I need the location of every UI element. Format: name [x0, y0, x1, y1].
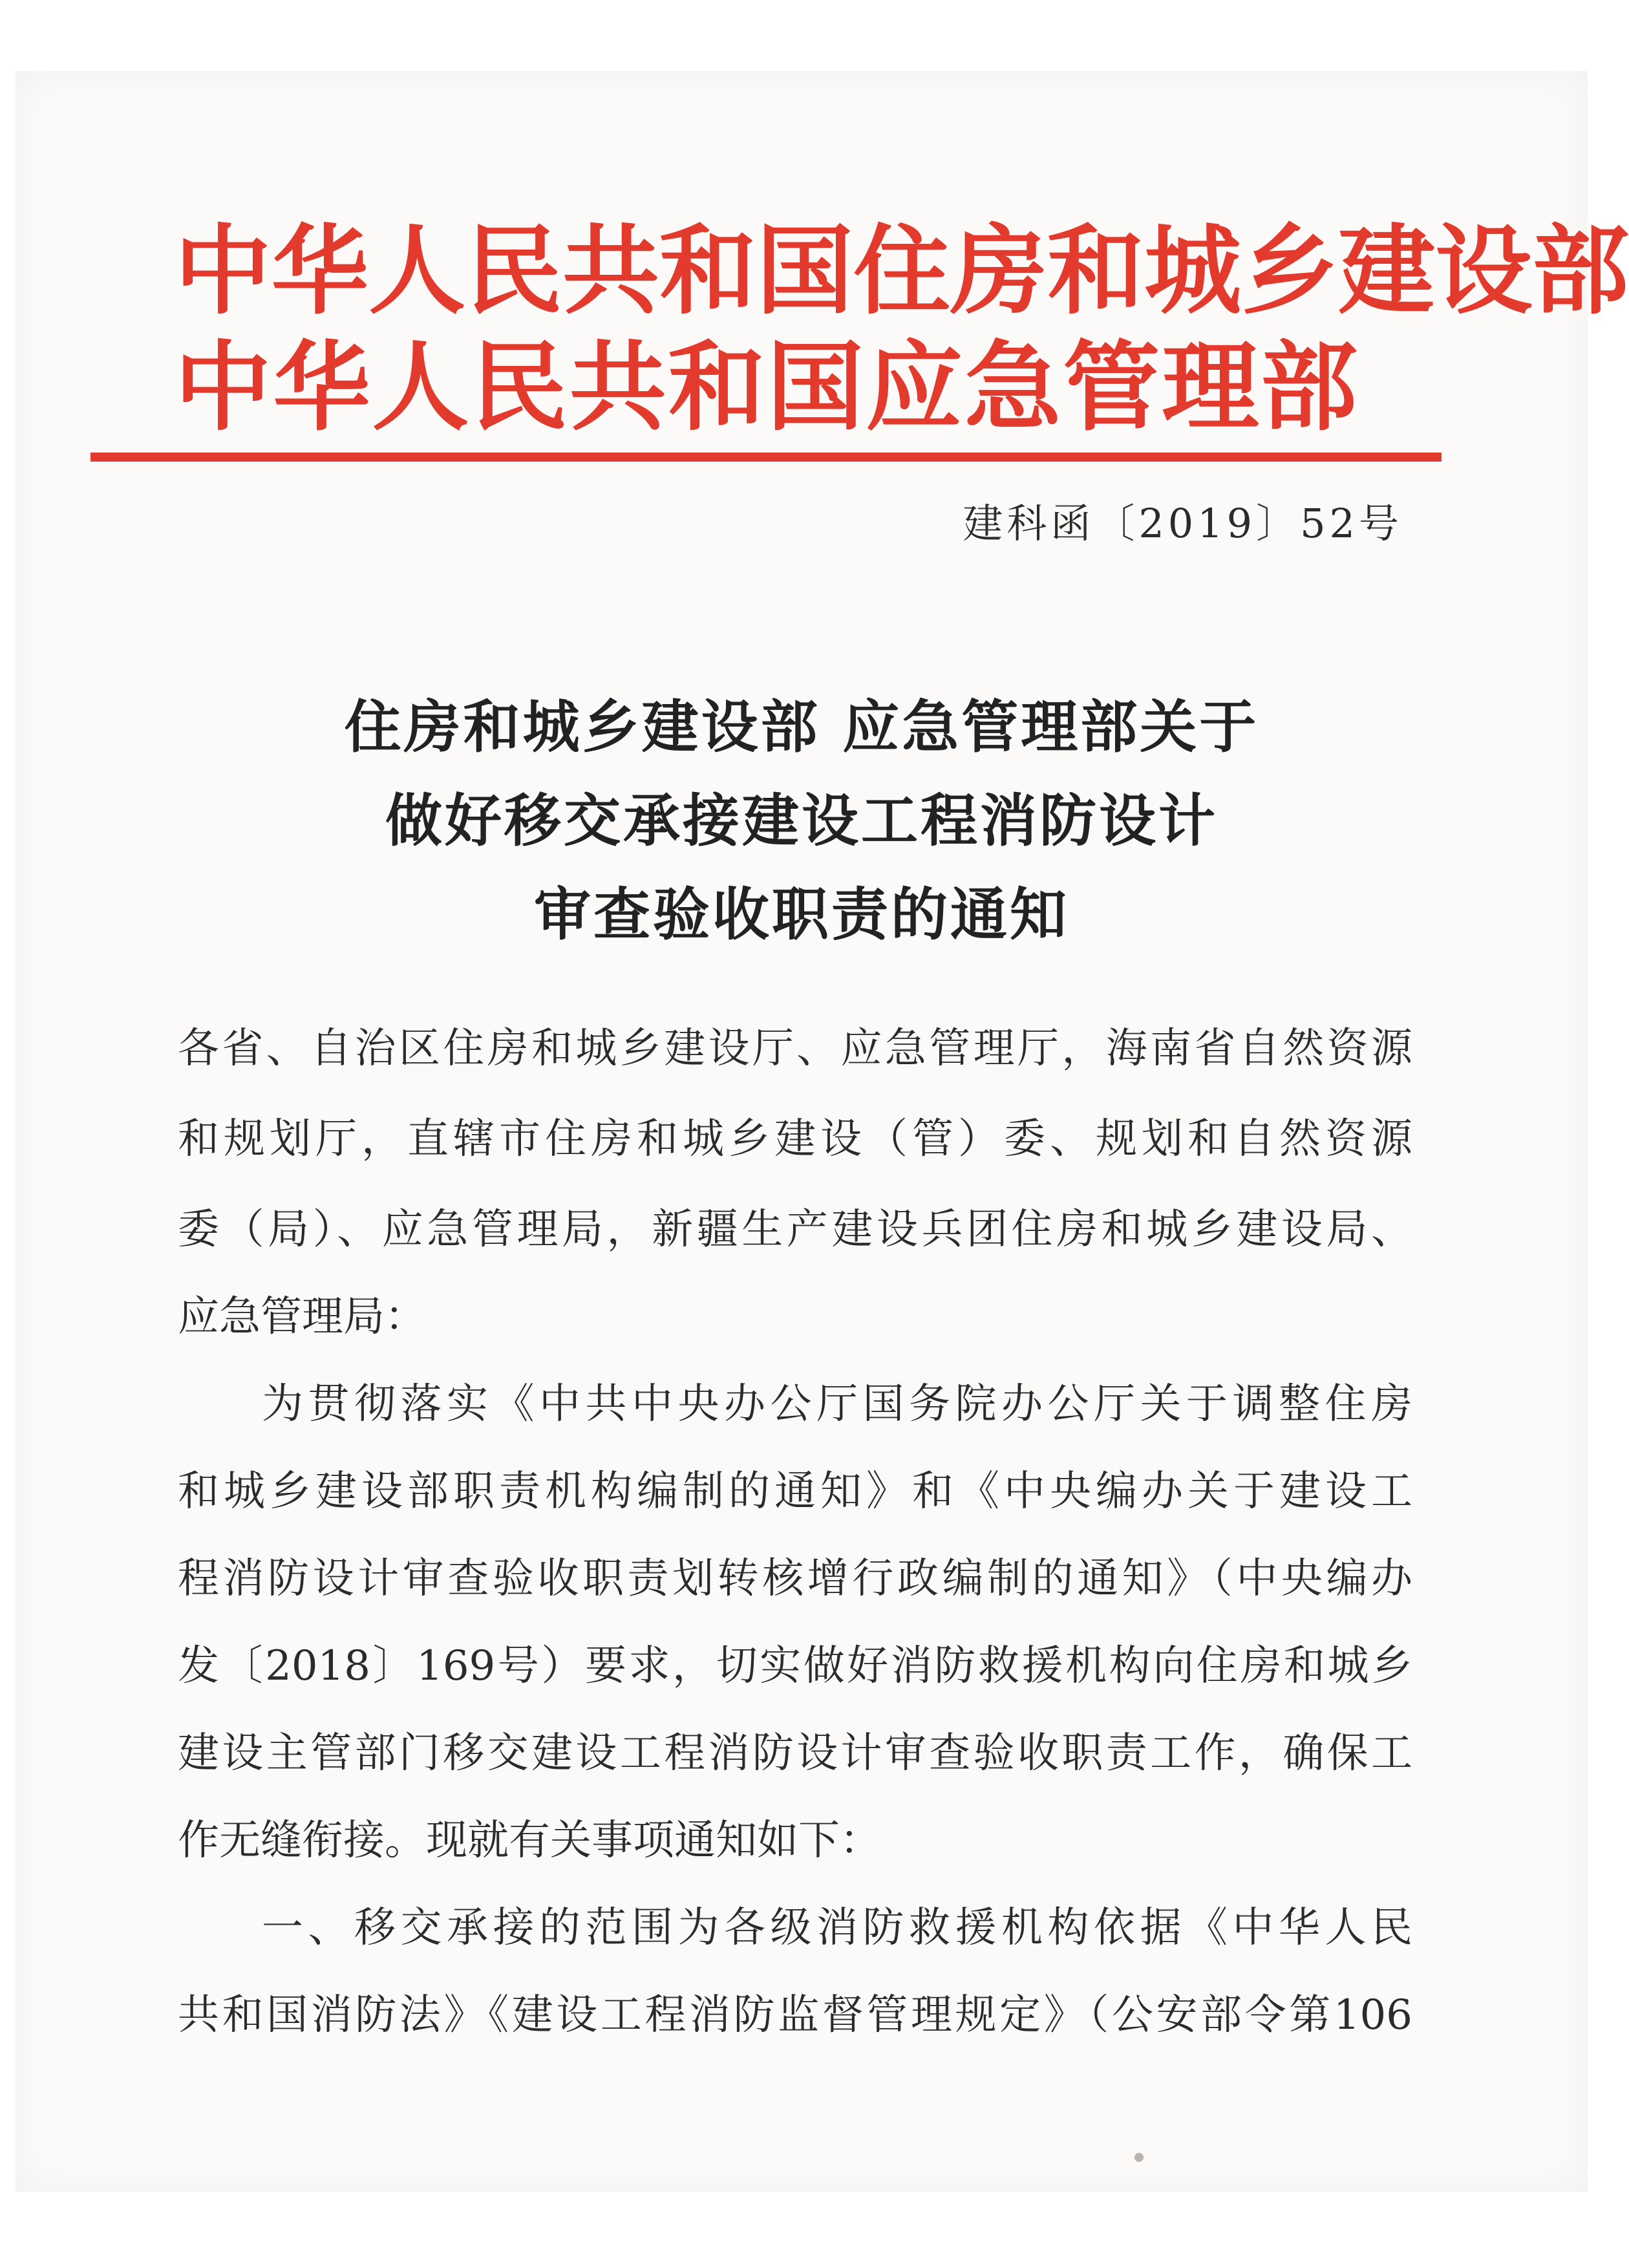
body-line: 建设主管部门移交建设工程消防设计审查验收职责工作，确保工	[178, 1729, 1412, 1777]
header-char: 人	[368, 215, 466, 328]
issuer-header-housing-ministry	[175, 215, 1629, 328]
header-char: 急	[964, 332, 1061, 444]
header-char: 理	[1162, 332, 1259, 444]
header-char: 人	[372, 332, 469, 444]
title-line-3: 审查验收职责的通知	[533, 881, 1069, 948]
header-char: 和	[1047, 215, 1145, 328]
header-char: 国	[756, 215, 854, 328]
header-char: 和	[659, 215, 757, 328]
header-char: 房	[950, 215, 1048, 328]
header-char: 华	[273, 332, 370, 444]
body-line: 为贯彻落实《中共中央办公厅国务院办公厅关于调整住房	[262, 1380, 1412, 1428]
issuer-header-emergency-ministry	[175, 332, 1358, 444]
title-line-1: 住房和城乡建设部 应急管理部关于	[344, 693, 1259, 760]
header-char: 中	[175, 215, 272, 328]
header-char: 乡	[1241, 215, 1339, 328]
body-line: 一、移交承接的范围为各级消防救援机构依据《中华人民	[262, 1904, 1412, 1952]
header-char: 国	[767, 332, 864, 444]
header-char: 华	[272, 215, 369, 328]
paper-speck	[1134, 2153, 1144, 2162]
header-char: 共	[562, 215, 660, 328]
red-divider-line	[90, 453, 1442, 462]
body-line: 发〔2018〕169号）要求，切实做好消防救援机构向住房和城乡	[178, 1642, 1412, 1690]
header-char: 设	[1435, 215, 1533, 328]
header-char: 共	[569, 332, 666, 444]
body-line: 和规划厅，直辖市住房和城乡建设（管）委、规划和自然资源	[178, 1115, 1412, 1163]
header-char: 部	[1532, 215, 1629, 328]
header-char: 民	[465, 215, 563, 328]
header-char: 中	[175, 332, 272, 444]
body-line: 委（局）、应急管理局，新疆生产建设兵团住房和城乡建设局、	[178, 1206, 1412, 1254]
body-line: 各省、自治区住房和城乡建设厅、应急管理厅，海南省自然资源	[178, 1025, 1412, 1073]
header-char: 部	[1260, 332, 1358, 444]
body-line: 共和国消防法》《建设工程消防监督管理规定》（公安部令第106	[178, 1991, 1412, 2039]
header-char: 城	[1144, 215, 1242, 328]
header-char: 建	[1338, 215, 1436, 328]
body-line: 程消防设计审查验收职责划转核增行政编制的通知》（中央编办	[178, 1555, 1412, 1603]
header-char: 民	[471, 332, 568, 444]
header-char: 和	[668, 332, 765, 444]
body-line: 和城乡建设部职责机构编制的通知》和《中央编办关于建设工	[178, 1468, 1412, 1515]
title-line-2: 做好移交承接建设工程消防设计	[385, 787, 1218, 854]
body-line: 作无缝衔接。现就有关事项通知如下：	[178, 1817, 881, 1865]
header-char: 住	[853, 215, 951, 328]
header-char: 应	[866, 332, 963, 444]
header-char: 管	[1063, 332, 1160, 444]
document-number: 建科函〔2019〕52号	[963, 500, 1403, 547]
body-line: 应急管理局：	[178, 1293, 426, 1341]
